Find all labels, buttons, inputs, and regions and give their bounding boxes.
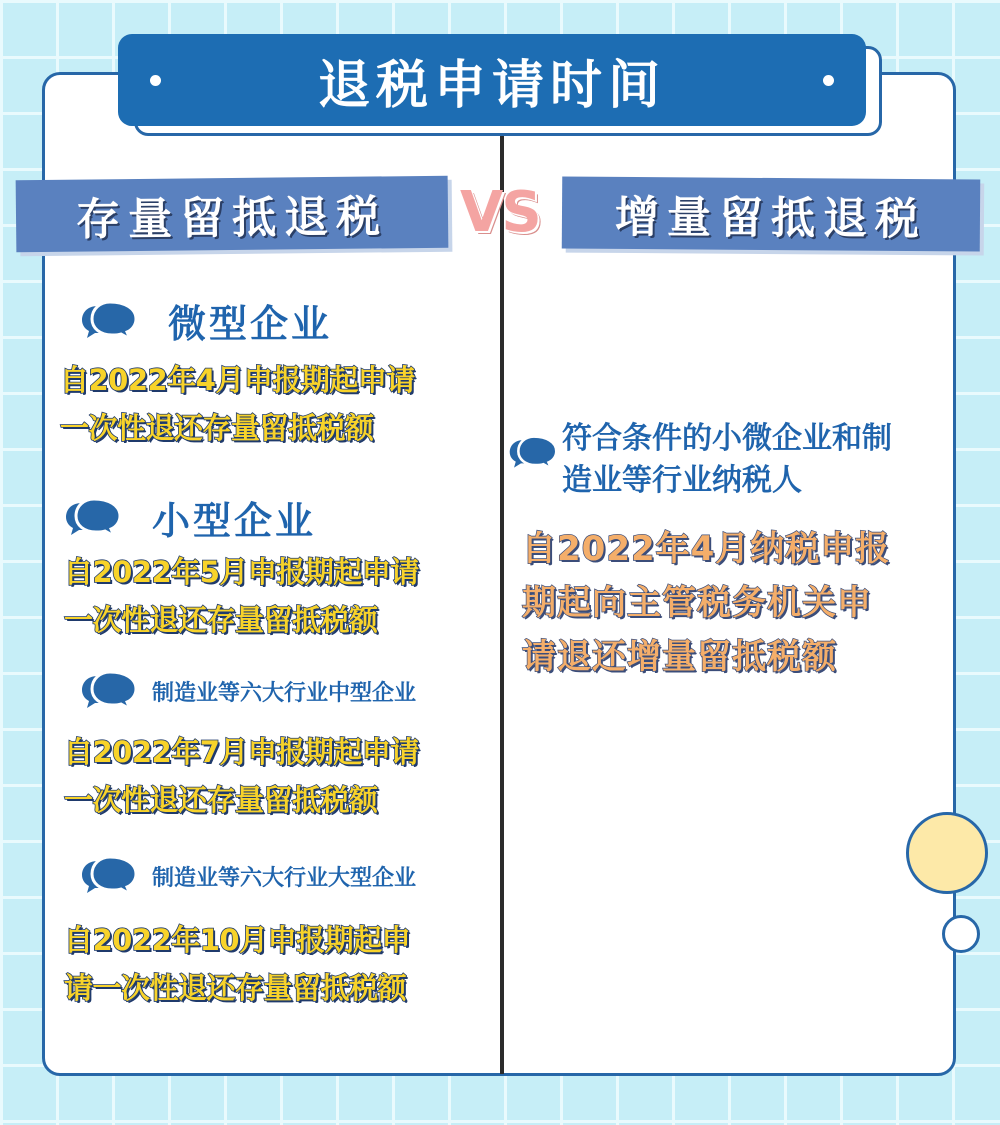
detail-line: 一次性退还存量留抵税额 [60, 411, 374, 445]
section-medium [80, 670, 416, 712]
speech-bubbles-icon [508, 434, 558, 472]
section-detail [64, 728, 419, 824]
right-banner: 增量留抵退税 [562, 177, 980, 252]
speech-bubbles-icon [80, 855, 138, 897]
section-large [80, 855, 416, 897]
detail-line: 一次性退还存量留抵税额 [64, 603, 378, 637]
section-heading: 微型企业 [168, 302, 333, 346]
section-micro [80, 293, 332, 348]
section-detail [64, 548, 419, 644]
speech-bubbles-icon [80, 300, 138, 342]
title-bar [118, 34, 866, 126]
section-detail [60, 356, 415, 452]
detail-line: 请退还增量留抵税额 [522, 637, 837, 677]
decorative-circle-small [942, 915, 980, 953]
section-small [64, 490, 316, 545]
detail-line: 自2022年7月申报期起申请 [64, 735, 419, 769]
vs-label: VS [460, 180, 540, 245]
detail-line: 自2022年4月纳税申报 [522, 529, 891, 569]
title-dot-left [150, 75, 161, 86]
detail-line: 请一次性退还存量留抵税额 [64, 971, 407, 1005]
right-section-detail [522, 522, 890, 684]
section-heading: 小型企业 [152, 499, 317, 543]
page-title: 退税申请时间 [317, 55, 666, 116]
heading-line: 造业等行业纳税人 [562, 463, 802, 498]
decorative-circle-large [906, 812, 988, 894]
center-divider [500, 128, 504, 1074]
detail-line: 自2022年10月申报期起申 [64, 923, 411, 957]
left-banner: 存量留抵退税 [16, 176, 449, 253]
detail-line: 期起向主管税务机关申 [522, 583, 872, 623]
right-section-heading [562, 418, 952, 502]
section-detail [64, 916, 410, 1012]
section-heading: 制造业等六大行业中型企业 [152, 680, 417, 706]
speech-bubbles-icon [64, 497, 122, 539]
speech-bubbles-icon [80, 670, 138, 712]
detail-line: 一次性退还存量留抵税额 [64, 783, 378, 817]
section-heading: 制造业等六大行业大型企业 [152, 865, 417, 891]
title-dot-right [823, 75, 834, 86]
detail-line: 自2022年4月申报期起申请 [60, 363, 415, 397]
detail-line: 自2022年5月申报期起申请 [64, 555, 419, 589]
heading-line: 符合条件的小微企业和制 [562, 421, 892, 456]
